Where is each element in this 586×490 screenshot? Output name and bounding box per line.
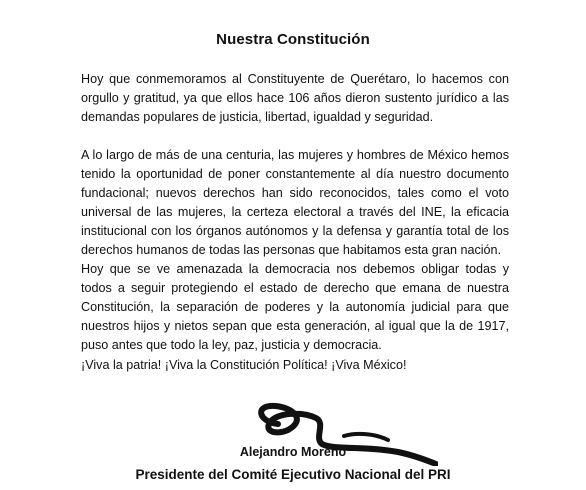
paragraph-3: Hoy que se ve amenazada la democracia nos debemos obligar todas y todos a seguir protegiendo el estado de derecho que emana de nuestra Constitución, la separación de poderes y la autonomía judicial para que nuestros hijos y nietos sepan que esta generación, al igual que la de 1917, puso antes que todo la ley, paz, justicia y democracia. <box>81 262 509 352</box>
paragraph-4: ¡Viva la patria! ¡Viva la Constitución Política! ¡Viva México! <box>81 358 407 372</box>
document-title: Nuestra Constitución <box>216 31 370 48</box>
signatory-role: Presidente del Comité Ejecutivo Nacional del PRI <box>135 467 451 482</box>
signatory-name: Alejandro Moreno <box>239 445 347 459</box>
paragraph-2: A lo largo de más de una centuria, las mujeres y hombres de México hemos tenido la oportunidad de poner constantemente al día nuestro documento fundacional; nuevos derechos han sido reconocidos, tales como el voto universal de las mujeres, la certeza electoral a través del INE, la eficacia institucional con los órganos autónomos y la defensa y garantía total de los derechos humanos de todas las personas que habitamos esta gran nación. <box>81 148 509 257</box>
paragraph-1: Hoy que conmemoramos al Constituyente de Querétaro, lo hacemos con orgullo y gratitud, ya que ellos hace 106 años dieron sustento jurídico a las demandas populares de justicia, libertad, igualdad y seguridad. <box>81 72 509 124</box>
